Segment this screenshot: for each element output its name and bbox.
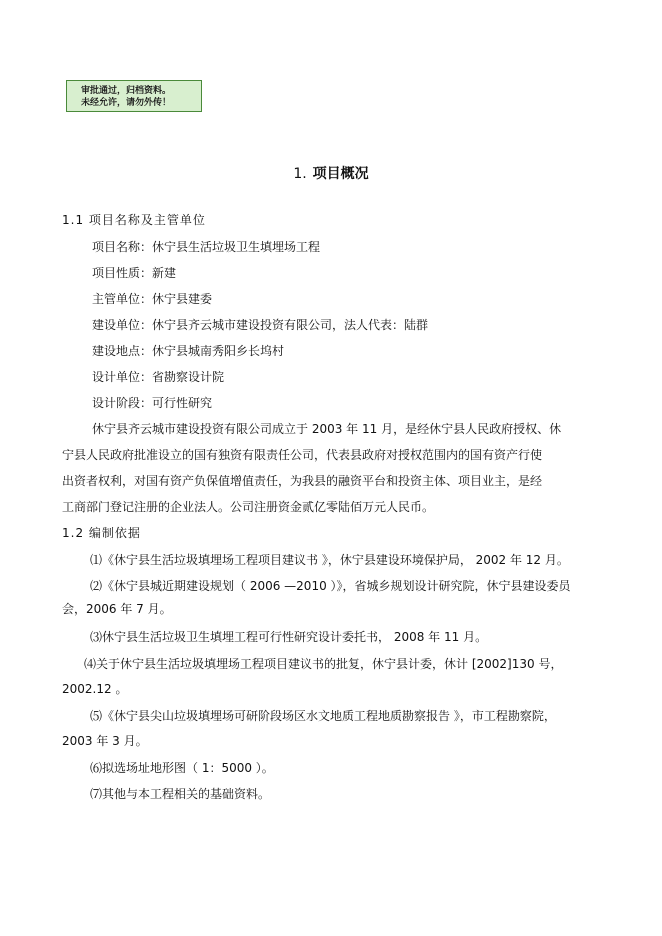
project-nature-line: 项目性质：新建: [92, 266, 177, 280]
reference-4-line-1: ⑷关于休宁县生活垃圾填埋场工程项目建议书的批复，休宁县计委，休计 [2002]130 号，: [84, 657, 563, 671]
approval-stamp: [66, 80, 202, 112]
company-paragraph-line-3: 出资者权利，对国有资产负保值增值责任，为我县的融资平台和投资主体、项目业主，是经: [62, 474, 543, 488]
stamp-line-2: 未经允许，请勿外传！: [81, 98, 172, 108]
company-paragraph-line-1: 休宁县齐云城市建设投资有限公司成立于 2003 年 11 月，是经休宁县人民政府授权、休: [92, 422, 562, 436]
reference-4-line-2: 2002.12 。: [62, 682, 128, 696]
stamp-line-1: 审批通过，归档资料。: [81, 86, 172, 96]
reference-5-line-2: 2003 年 3 月。: [62, 734, 148, 748]
design-stage-line: 设计阶段：可行性研究: [92, 396, 213, 410]
authority-line: 主管单位：休宁县建委: [92, 292, 213, 306]
reference-7: ⑺其他与本工程相关的基础资料。: [90, 787, 271, 801]
reference-6: ⑹拟选场址地形图（ 1：5000 ）。: [90, 761, 274, 775]
company-paragraph-line-4: 工商部门登记注册的企业法人。公司注册资金贰亿零陆佰万元人民币。: [62, 500, 435, 514]
designer-line: 设计单位：省勘察设计院: [92, 370, 225, 384]
title-number: 1.: [293, 166, 307, 182]
reference-2-line-2: 会，2006 年 7 月。: [62, 602, 172, 616]
reference-2-line-1: ⑵《休宁县城近期建设规划（ 2006 —2010 ）》，省城乡规划设计研究院，休宁县建设委员: [90, 579, 571, 593]
reference-1: ⑴《休宁县生活垃圾填埋场工程项目建议书 》，休宁县建设环境保护局， 2002 年 12 月。: [90, 553, 569, 567]
builder-line: 建设单位：休宁县齐云城市建设投资有限公司，法人代表：陆群: [92, 318, 429, 332]
reference-5-line-1: ⑸《休宁县尖山垃圾填埋场可研阶段场区水文地质工程地质勘察报告 》，市工程勘察院，: [90, 709, 556, 723]
section-1-1-heading: 1.1 项目名称及主管单位: [62, 213, 206, 227]
page-title: [0, 163, 662, 183]
company-paragraph-line-2: 宁县人民政府批准设立的国有独资有限责任公司，代表县政府对授权范围内的国有资产行使: [62, 448, 543, 462]
project-name-line: 项目名称：休宁县生活垃圾卫生填埋场工程: [92, 240, 321, 254]
reference-3: ⑶休宁县生活垃圾卫生填埋工程可行性研究设计委托书， 2008 年 11 月。: [90, 630, 488, 644]
title-text: 项目概况: [312, 166, 369, 182]
section-1-2-heading: 1.2 编制依据: [62, 526, 141, 540]
location-line: 建设地点：休宁县城南秀阳乡长坞村: [92, 344, 285, 358]
